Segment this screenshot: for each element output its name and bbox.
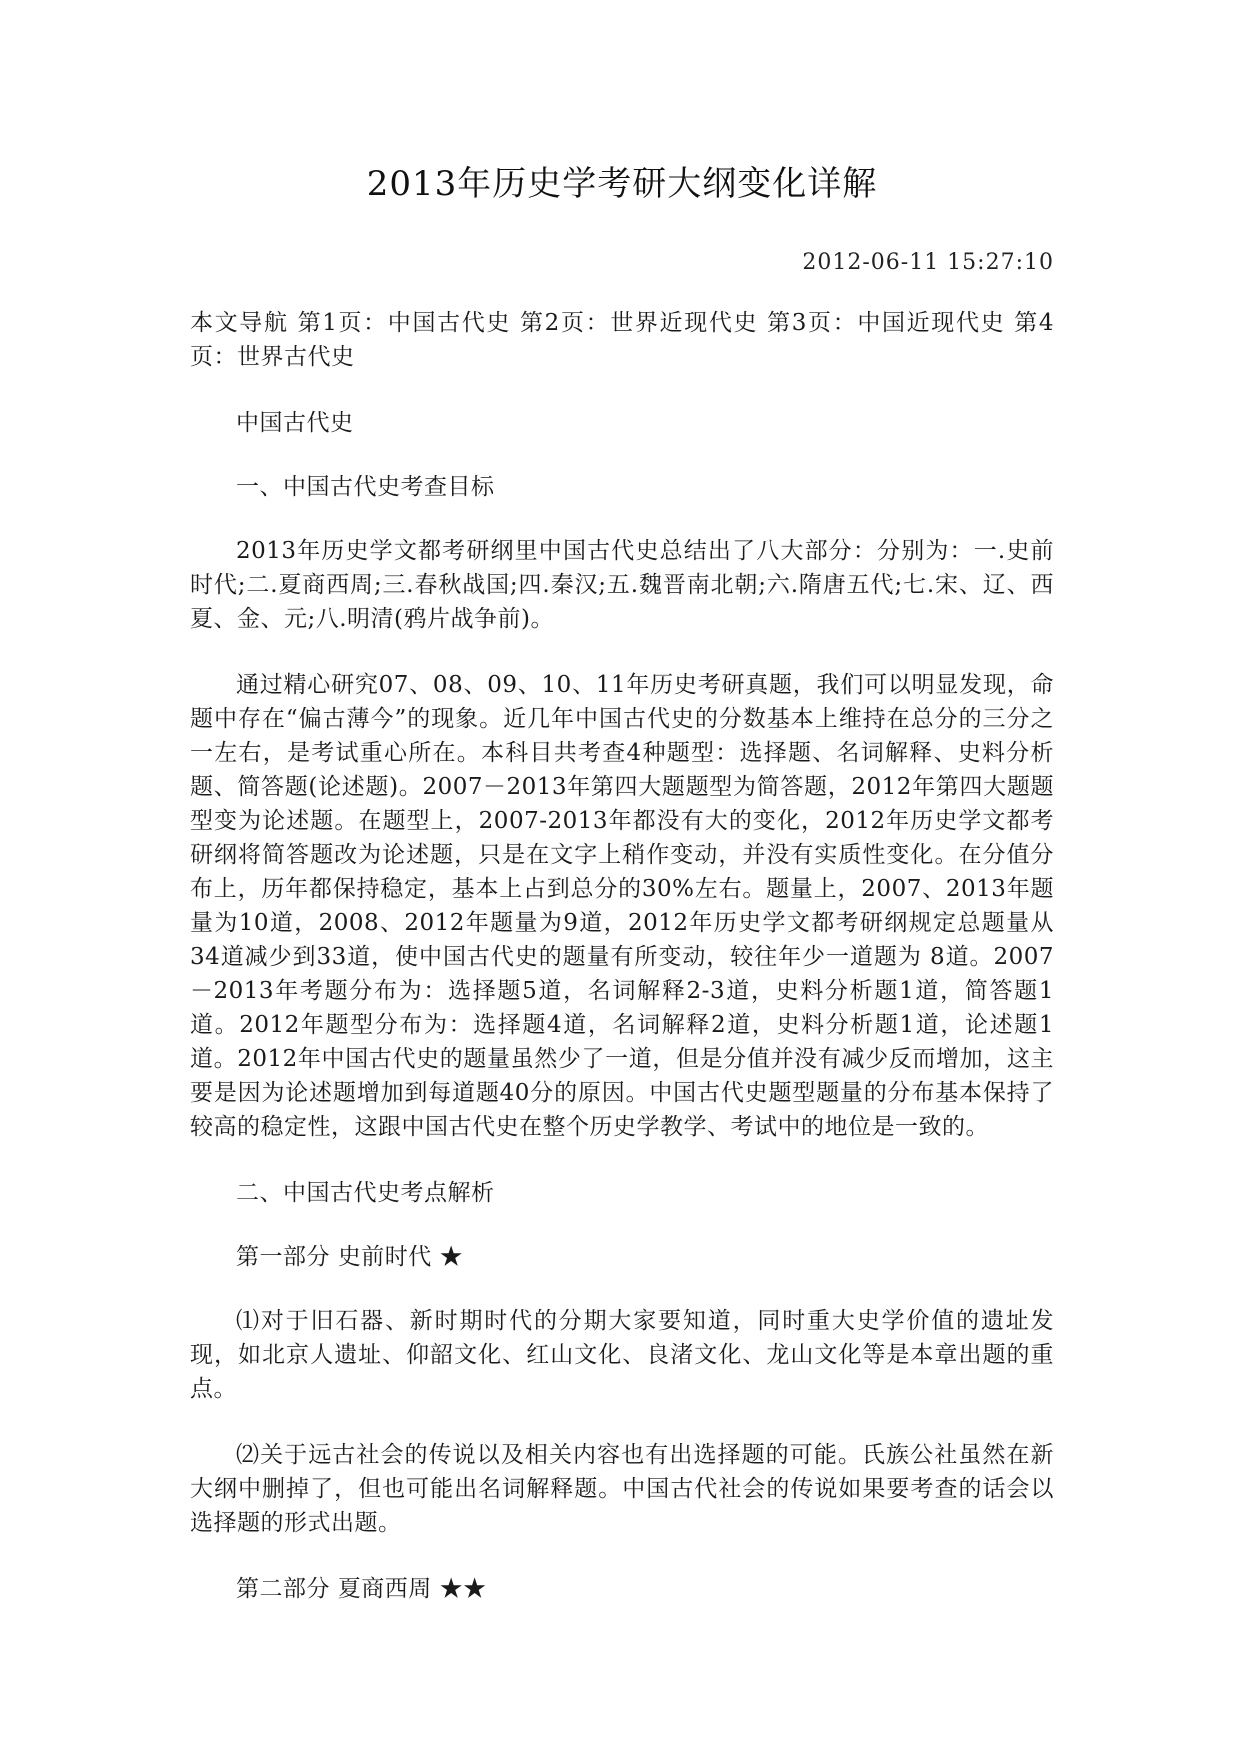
document-body [190,306,1054,1636]
publish-date: 2012-06-11 15:27:10 [802,250,1054,275]
article-navigation: 本文导航 第1页：中国古代史 第2页：世界近现代史 第3页：中国近现代史 第4页：世界古代史 [190,310,1054,370]
part-one-heading: 第一部分 史前时代 ★ [236,1244,464,1270]
section-title: 中国古代史 [236,410,354,436]
paragraph-point-2: ⑵关于远古社会的传说以及相关内容也有出选择题的可能。氏族公社虽然在新大纲中删掉了，但也可能出名词解释题。中国古代社会的传说如果要考查的话会以选择题的形式出题。 [190,1442,1054,1536]
paragraph-point-1: ⑴对于旧石器、新时期时代的分期大家要知道，同时重大史学价值的遗址发现，如北京人遗址、仰韶文化、红山文化、良渚文化、龙山文化等是本章出题的重点。 [190,1308,1054,1402]
paragraph-syllabus-parts: 2013年历史学文都考研纲里中国古代史总结出了八大部分：分别为：一.史前时代;二.夏商西周;三.春秋战国;四.秦汉;五.魏晋南北朝;六.隋唐五代;七.宋、辽、西夏、金、元;八.明清(鸦片战争前)。 [190,538,1054,632]
heading-key-points: 二、中国古代史考点解析 [236,1180,495,1206]
part-two-heading: 第二部分 夏商西周 ★★ [236,1576,487,1602]
heading-exam-objectives: 一、中国古代史考查目标 [236,474,495,500]
document-title: 2013年历史学考研大纲变化详解 [366,164,878,204]
paragraph-exam-analysis: 通过精心研究07、08、09、10、11年历史考研真题，我们可以明显发现，命题中存在“偏古薄今”的现象。近几年中国古代史的分数基本上维持在总分的三分之一左右，是考试重心所在。本科目共考查4种题型：选择题、名词解释、史料分析题、简答题(论述题)。2007－2013年第四大题题型为简答题，2012年第四大题题型变为论述题。在题型上，2007-2013年都没有大的变化，2012年历史学文都考研纲将简答题改为论述题，只是在文字上稍作变动，并没有实质性变化。在分值分布上，历年都保持稳定，基本上占到总分的30%左右。题量上，2007、2013年题量为10道，2008、2012年题量为9道，2012年历史学文都考研纲规定总题量从34道减少到33道，使中国古代史的题量有所变动，较往年少一道题为 8道。2007－2013年考题分布为：选择题5道，名词解释2-3道，史料分析题1道，简答题1道。2012年题型分布为：选择题4道，名词解释2道，史料分析题1道，论述题1道。2012年中国古代史的题量虽然少了一道，但是分值并没有减少反而增加，这主要是因为论述题增加到每道题40分的原因。中国古代史题型题量的分布基本保持了较高的稳定性，这跟中国古代史在整个历史学教学、考试中的地位是一致的。 [190,672,1054,1140]
